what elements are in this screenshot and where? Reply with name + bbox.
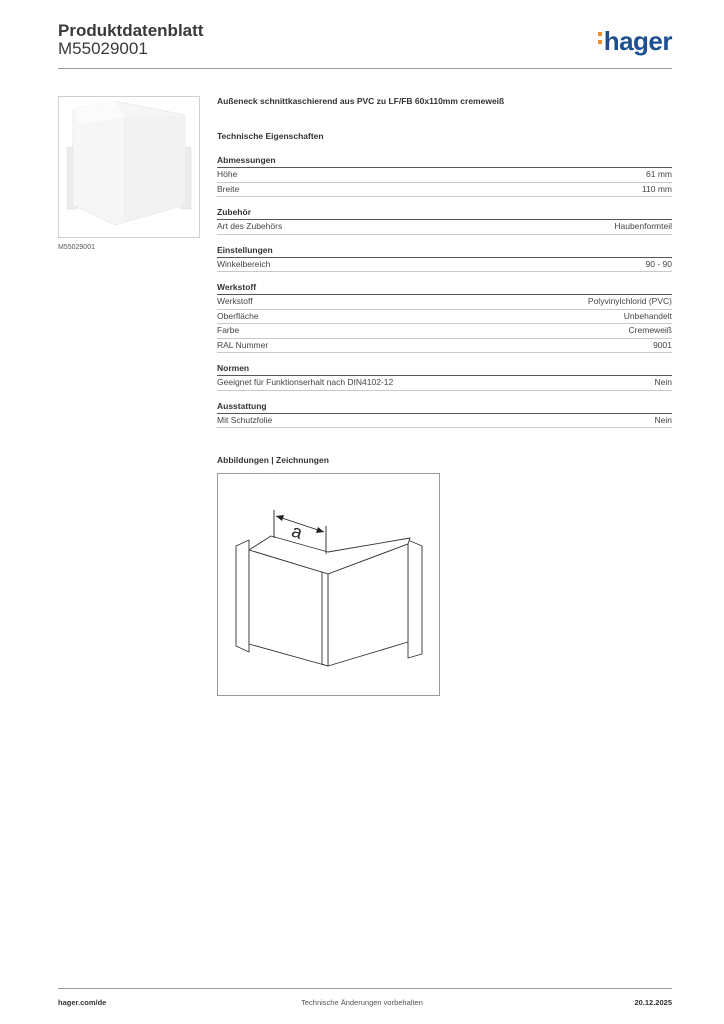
spec-label: Farbe	[217, 325, 240, 335]
group-zubehoer	[217, 207, 672, 235]
dimension-label: a	[289, 520, 305, 543]
spec-label: Mit Schutzfolie	[217, 414, 273, 425]
group-abmessungen	[217, 155, 672, 197]
group-normen	[217, 363, 672, 391]
footer-date: 20.12.2025	[634, 998, 672, 1007]
logo-colon-mark	[598, 28, 604, 48]
spec-label: Winkelbereich	[217, 258, 271, 269]
spec-value: Polyvinylchlorid (PVC)	[587, 296, 672, 306]
spec-row	[217, 414, 672, 429]
spec-value: Haubenformteil	[614, 221, 672, 231]
spec-value: Nein	[654, 377, 672, 387]
spec-label: RAL Nummer	[217, 339, 269, 350]
spec-row	[217, 220, 672, 235]
technical-drawing	[217, 473, 440, 696]
group-title: Normen	[217, 363, 672, 376]
spec-label: Breite	[217, 183, 240, 194]
spec-value: 61 mm	[646, 169, 672, 179]
spec-label: Art des Zubehörs	[217, 221, 283, 231]
corner-piece-drawing	[218, 474, 439, 695]
product-details	[217, 96, 672, 438]
logo-text: hager	[603, 26, 672, 56]
group-title: Ausstattung	[217, 401, 672, 414]
group-title: Zubehör	[217, 207, 672, 220]
spec-label: Werkstoff	[217, 296, 253, 306]
spec-value: Unbehandelt	[623, 310, 672, 321]
spec-row	[217, 324, 672, 339]
spec-label: Oberfläche	[217, 310, 259, 321]
tech-properties-title: Technische Eigenschaften	[217, 131, 324, 141]
product-description: Außeneck schnittkaschierend aus PVC zu LF/FB 60x110mm cremeweiß	[217, 96, 505, 106]
hager-logo[interactable]	[598, 26, 672, 57]
spec-value: 90 - 90	[645, 258, 672, 269]
spec-label: Geeignet für Funktionserhalt nach DIN4102-12	[217, 377, 394, 387]
spec-row	[217, 183, 672, 198]
group-werkstoff	[217, 282, 672, 353]
spec-row	[217, 376, 672, 391]
dimension-arrow-left	[276, 515, 284, 521]
group-title: Einstellungen	[217, 245, 672, 258]
spec-row	[217, 310, 672, 325]
spec-value: 9001	[653, 339, 672, 350]
header-divider	[58, 68, 672, 69]
spec-value: 110 mm	[641, 183, 672, 194]
spec-row	[217, 295, 672, 310]
spec-row	[217, 258, 672, 273]
footer-disclaimer: Technische Änderungen vorbehalten	[301, 998, 423, 1007]
group-title: Werkstoff	[217, 282, 672, 295]
image-caption: M55029001	[58, 244, 95, 251]
illustrations-title: Abbildungen | Zeichnungen	[217, 455, 329, 465]
spec-label: Höhe	[217, 169, 238, 179]
group-einstellungen	[217, 245, 672, 273]
group-ausstattung	[217, 401, 672, 429]
page-title: Produktdatenblatt	[58, 21, 204, 40]
corner-piece-photo	[59, 97, 199, 237]
dimension-arrow-right	[316, 527, 324, 533]
group-title: Abmessungen	[217, 155, 672, 168]
spec-value: Cremeweiß	[628, 325, 672, 335]
product-code: M55029001	[58, 39, 148, 58]
footer-divider	[58, 988, 672, 989]
footer-website-link[interactable]: hager.com/de	[58, 998, 107, 1007]
product-photo	[58, 96, 200, 238]
spec-row	[217, 168, 672, 183]
spec-value: Nein	[654, 414, 672, 425]
spec-row	[217, 339, 672, 354]
